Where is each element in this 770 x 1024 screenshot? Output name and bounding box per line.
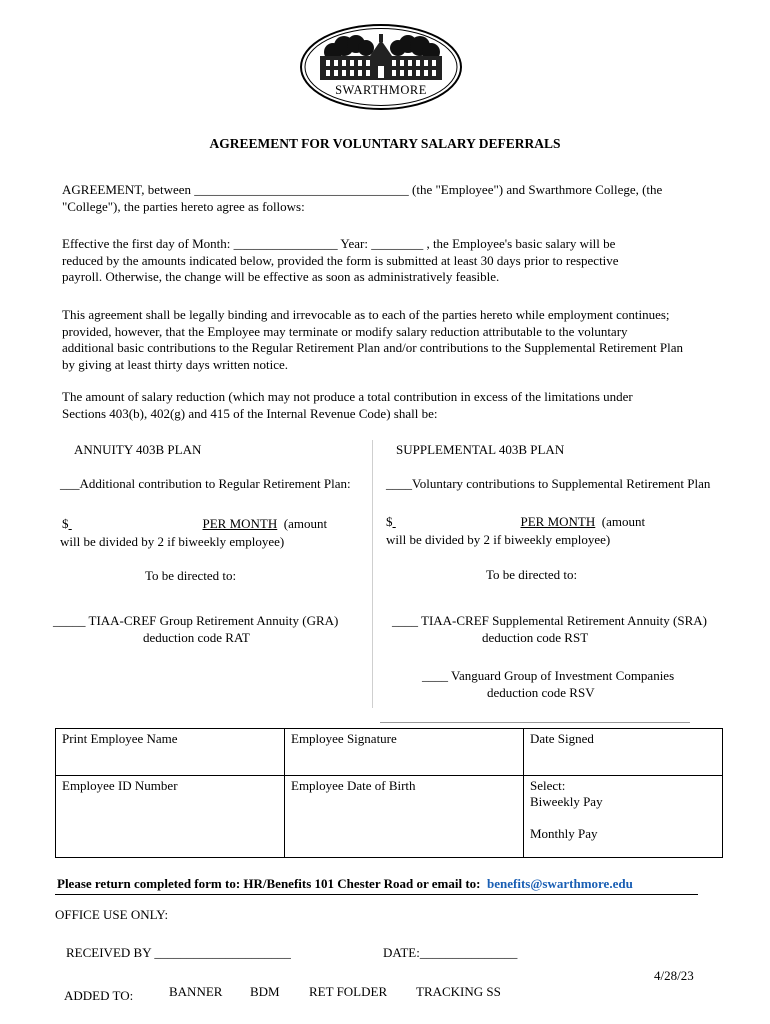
pay-select-cell [524, 776, 723, 858]
agreement-line-2: "College"), the parties hereto agree as follows: [62, 198, 305, 214]
effective-line-1: Effective the first day of Month: ________________ Year: ________ , the Employee's basic salary will be [62, 236, 616, 251]
biweekly-pay-option[interactable]: Biweekly Pay [530, 794, 603, 809]
voluntary-contribution-field[interactable]: ____Voluntary contributions to Supplemental Retirement Plan [386, 476, 711, 491]
return-underline [55, 894, 698, 895]
signature-rule [380, 722, 690, 723]
effective-line-3: payroll. Otherwise, the change will be effective as soon as administratively feasible. [62, 269, 500, 284]
reduction-line-2: Sections 403(b), 402(g) and 415 of the Internal Revenue Code) shall be: [62, 405, 438, 421]
binding-line-3: additional basic contributions to the Regular Retirement Plan and/or contributions to the Supplemental Retirement Plan [62, 340, 683, 355]
right-amount-blank[interactable] [393, 514, 521, 530]
right-monthly-amount-field[interactable] [386, 514, 645, 530]
vanguard-option[interactable]: ____ Vanguard Group of Investment Companies [422, 668, 675, 683]
employee-info-table [55, 728, 723, 858]
email-link[interactable]: benefits@swarthmore.edu [487, 876, 633, 891]
binding-line-1: This agreement shall be legally binding and irrevocable as to each of the parties hereto while employment continues; [62, 307, 670, 322]
annuity-plan-heading: ANNUITY 403B PLAN [74, 442, 202, 457]
dob-cell[interactable] [285, 776, 524, 858]
date-field[interactable]: DATE:_______________ [383, 945, 518, 960]
right-amount-note: (amount [601, 514, 646, 529]
banner-option[interactable]: BANNER [169, 984, 223, 999]
form-revision-date: 4/28/23 [654, 968, 694, 983]
print-name-label: Print Employee Name [62, 731, 178, 746]
left-divided-note: will be divided by 2 if biweekly employee) [60, 534, 285, 549]
right-per-month: PER MONTH [520, 514, 596, 529]
tracking-ss-option[interactable]: TRACKING SS [416, 984, 501, 999]
signature-label: Employee Signature [291, 731, 397, 746]
left-monthly-amount-field[interactable] [62, 516, 327, 532]
left-amount-note: (amount [283, 516, 328, 531]
salary-reduction-paragraph [62, 389, 724, 422]
left-per-month: PER MONTH [202, 516, 278, 531]
employee-id-label: Employee ID Number [62, 778, 178, 793]
vanguard-deduction-code: deduction code RSV [487, 685, 595, 700]
agreement-paragraph [62, 182, 724, 215]
binding-line-2: provided, however, that the Employee may terminate or modify salary reduction attributable to the voluntary [62, 323, 628, 339]
left-dollar-sign: $ [62, 516, 69, 531]
svg-text:SWARTHMORE: SWARTHMORE [335, 83, 427, 97]
print-name-cell[interactable] [56, 729, 285, 776]
added-to-label: ADDED TO: [64, 988, 134, 1003]
effective-line-2: reduced by the amounts indicated below, provided the form is submitted at least 30 days prior to respective [62, 252, 619, 268]
signature-cell[interactable] [285, 729, 524, 776]
swarthmore-seal-icon [298, 22, 464, 112]
binding-paragraph [62, 307, 724, 373]
left-directed-label: To be directed to: [145, 568, 237, 583]
employee-id-cell[interactable] [56, 776, 285, 858]
supplemental-plan-heading: SUPPLEMENTAL 403B PLAN [396, 442, 565, 457]
additional-contribution-field[interactable]: ___Additional contribution to Regular Retirement Plan: [60, 476, 351, 491]
received-by-field[interactable]: RECEIVED BY _____________________ [66, 945, 291, 960]
right-divided-note: will be divided by 2 if biweekly employee) [386, 532, 611, 547]
monthly-pay-option[interactable]: Monthly Pay [530, 826, 598, 841]
return-text: Please return completed form to: HR/Benefits 101 Chester Road or email to: [57, 876, 481, 891]
select-label: Select: [530, 778, 566, 793]
effective-paragraph [62, 236, 724, 286]
right-directed-label: To be directed to: [486, 567, 578, 582]
return-instructions [57, 876, 633, 892]
table-row [56, 776, 723, 858]
reduction-line-1: The amount of salary reduction (which may not produce a total contribution in excess of the limitations under [62, 389, 633, 404]
office-use-heading: OFFICE USE ONLY: [55, 907, 169, 922]
date-signed-cell[interactable] [524, 729, 723, 776]
swarthmore-logo [298, 22, 464, 112]
ret-folder-option[interactable]: RET FOLDER [309, 984, 388, 999]
document-title: AGREEMENT FOR VOLUNTARY SALARY DEFERRALS [209, 136, 561, 151]
date-signed-label: Date Signed [530, 731, 594, 746]
table-row [56, 729, 723, 776]
bdm-option[interactable]: BDM [250, 984, 280, 999]
dob-label: Employee Date of Birth [291, 778, 416, 793]
left-amount-blank[interactable] [69, 516, 203, 532]
sra-deduction-code: deduction code RST [482, 630, 589, 645]
sra-option[interactable]: ____ TIAA-CREF Supplemental Retirement Annuity (SRA) [392, 613, 707, 628]
gra-deduction-code: deduction code RAT [143, 630, 250, 645]
gra-option[interactable]: _____ TIAA-CREF Group Retirement Annuity (GRA) [53, 613, 339, 628]
right-dollar-sign: $ [386, 514, 393, 529]
agreement-line-1: AGREEMENT, between _________________________________ (the "Employee") and Swarthmore College, (the [62, 182, 663, 197]
column-divider [372, 440, 373, 708]
binding-line-4: by giving at least thirty days written notice. [62, 356, 289, 372]
